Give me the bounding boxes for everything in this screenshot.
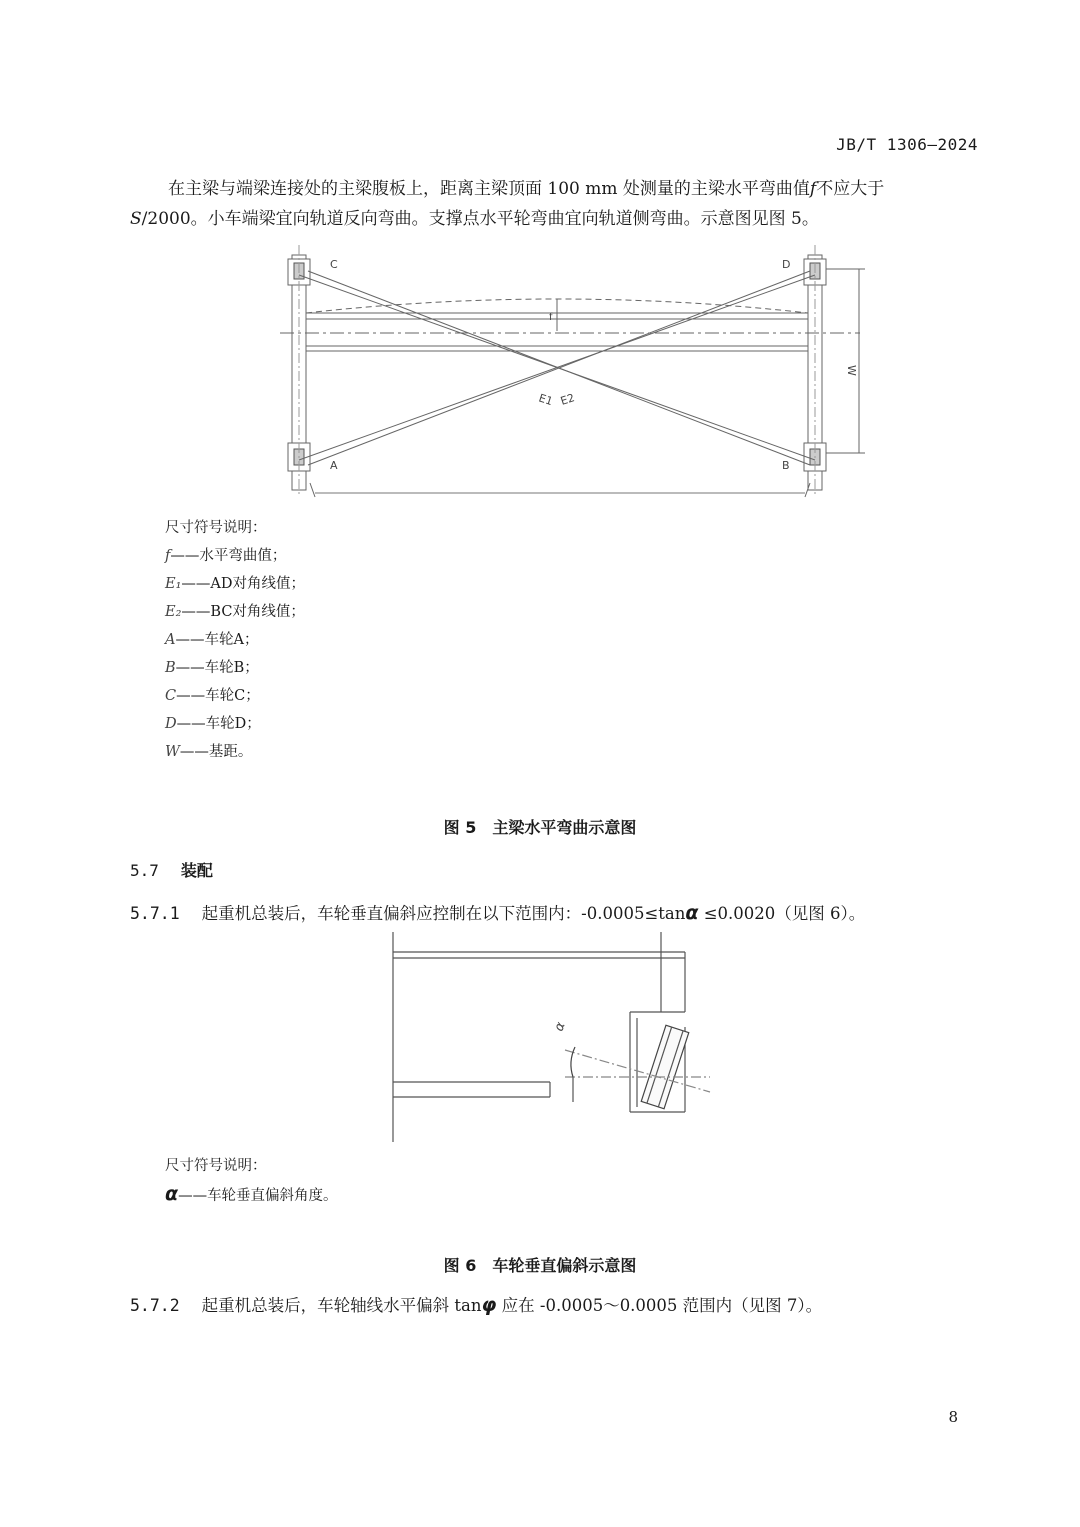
figure-5-caption: 图 5 主梁水平弯曲示意图 [443, 818, 637, 837]
label-f: f [549, 312, 553, 323]
label-b: B [782, 459, 790, 472]
legend-item: α——车轮垂直偏斜角度。 [165, 1183, 338, 1205]
legend-item: D——车轮D； [165, 716, 261, 732]
label-c: C [330, 258, 338, 271]
label-e2: E2 [558, 391, 577, 408]
tilted-wheel [641, 1025, 689, 1109]
figure-5-legend [165, 514, 305, 766]
legend-item: f——水平弯曲值； [165, 548, 287, 564]
clause-5-7-1: 5.7.1 起重机总装后，车轮垂直偏斜应控制在以下范围内：-0.0005≤tanα ≤0.0020（见图 6）。 [130, 902, 866, 924]
figure-5-diagram [270, 245, 880, 500]
clause-5-7-2: 5.7.2 起重机总装后，车轮轴线水平偏斜 tanφ 应在 -0.0005～0.0005 范围内（见图 7）。 [130, 1294, 823, 1316]
paragraph-horizontal-bending: 在主梁与端梁连接处的主梁腹板上，距离主梁顶面 100 mm 处测量的主梁水平弯曲值f不应大于 S/2000。小车端梁宜向轨道反向弯曲。支撑点水平轮弯曲宜向轨道侧弯曲。示意图见图 5。 [130, 179, 885, 229]
label-d: D [782, 258, 791, 271]
section-heading: 5.7 装配 [130, 861, 213, 880]
standard-number: JB/T 1306—2024 [836, 135, 978, 154]
legend-item: E₂——BC对角线值； [165, 604, 305, 620]
label-a: A [330, 459, 338, 472]
legend-item: W——基距。 [165, 744, 253, 760]
figure-6-caption: 图 6 车轮垂直偏斜示意图 [443, 1256, 637, 1275]
alpha-label: α [551, 1020, 569, 1034]
legend-item: C——车轮C； [165, 688, 260, 704]
legend-item: B——车轮B； [165, 660, 259, 676]
page-number: 8 [948, 1408, 958, 1426]
figure-6-diagram [385, 932, 715, 1144]
legend-title: 尺寸符号说明： [165, 520, 267, 536]
figure-6-legend [165, 1152, 338, 1210]
label-w: W [845, 365, 858, 376]
label-e1: E1 [537, 391, 555, 409]
legend-title: 尺寸符号说明： [165, 1158, 267, 1174]
legend-item: E₁——AD对角线值； [165, 576, 306, 592]
legend-item: A——车轮A； [165, 632, 259, 648]
